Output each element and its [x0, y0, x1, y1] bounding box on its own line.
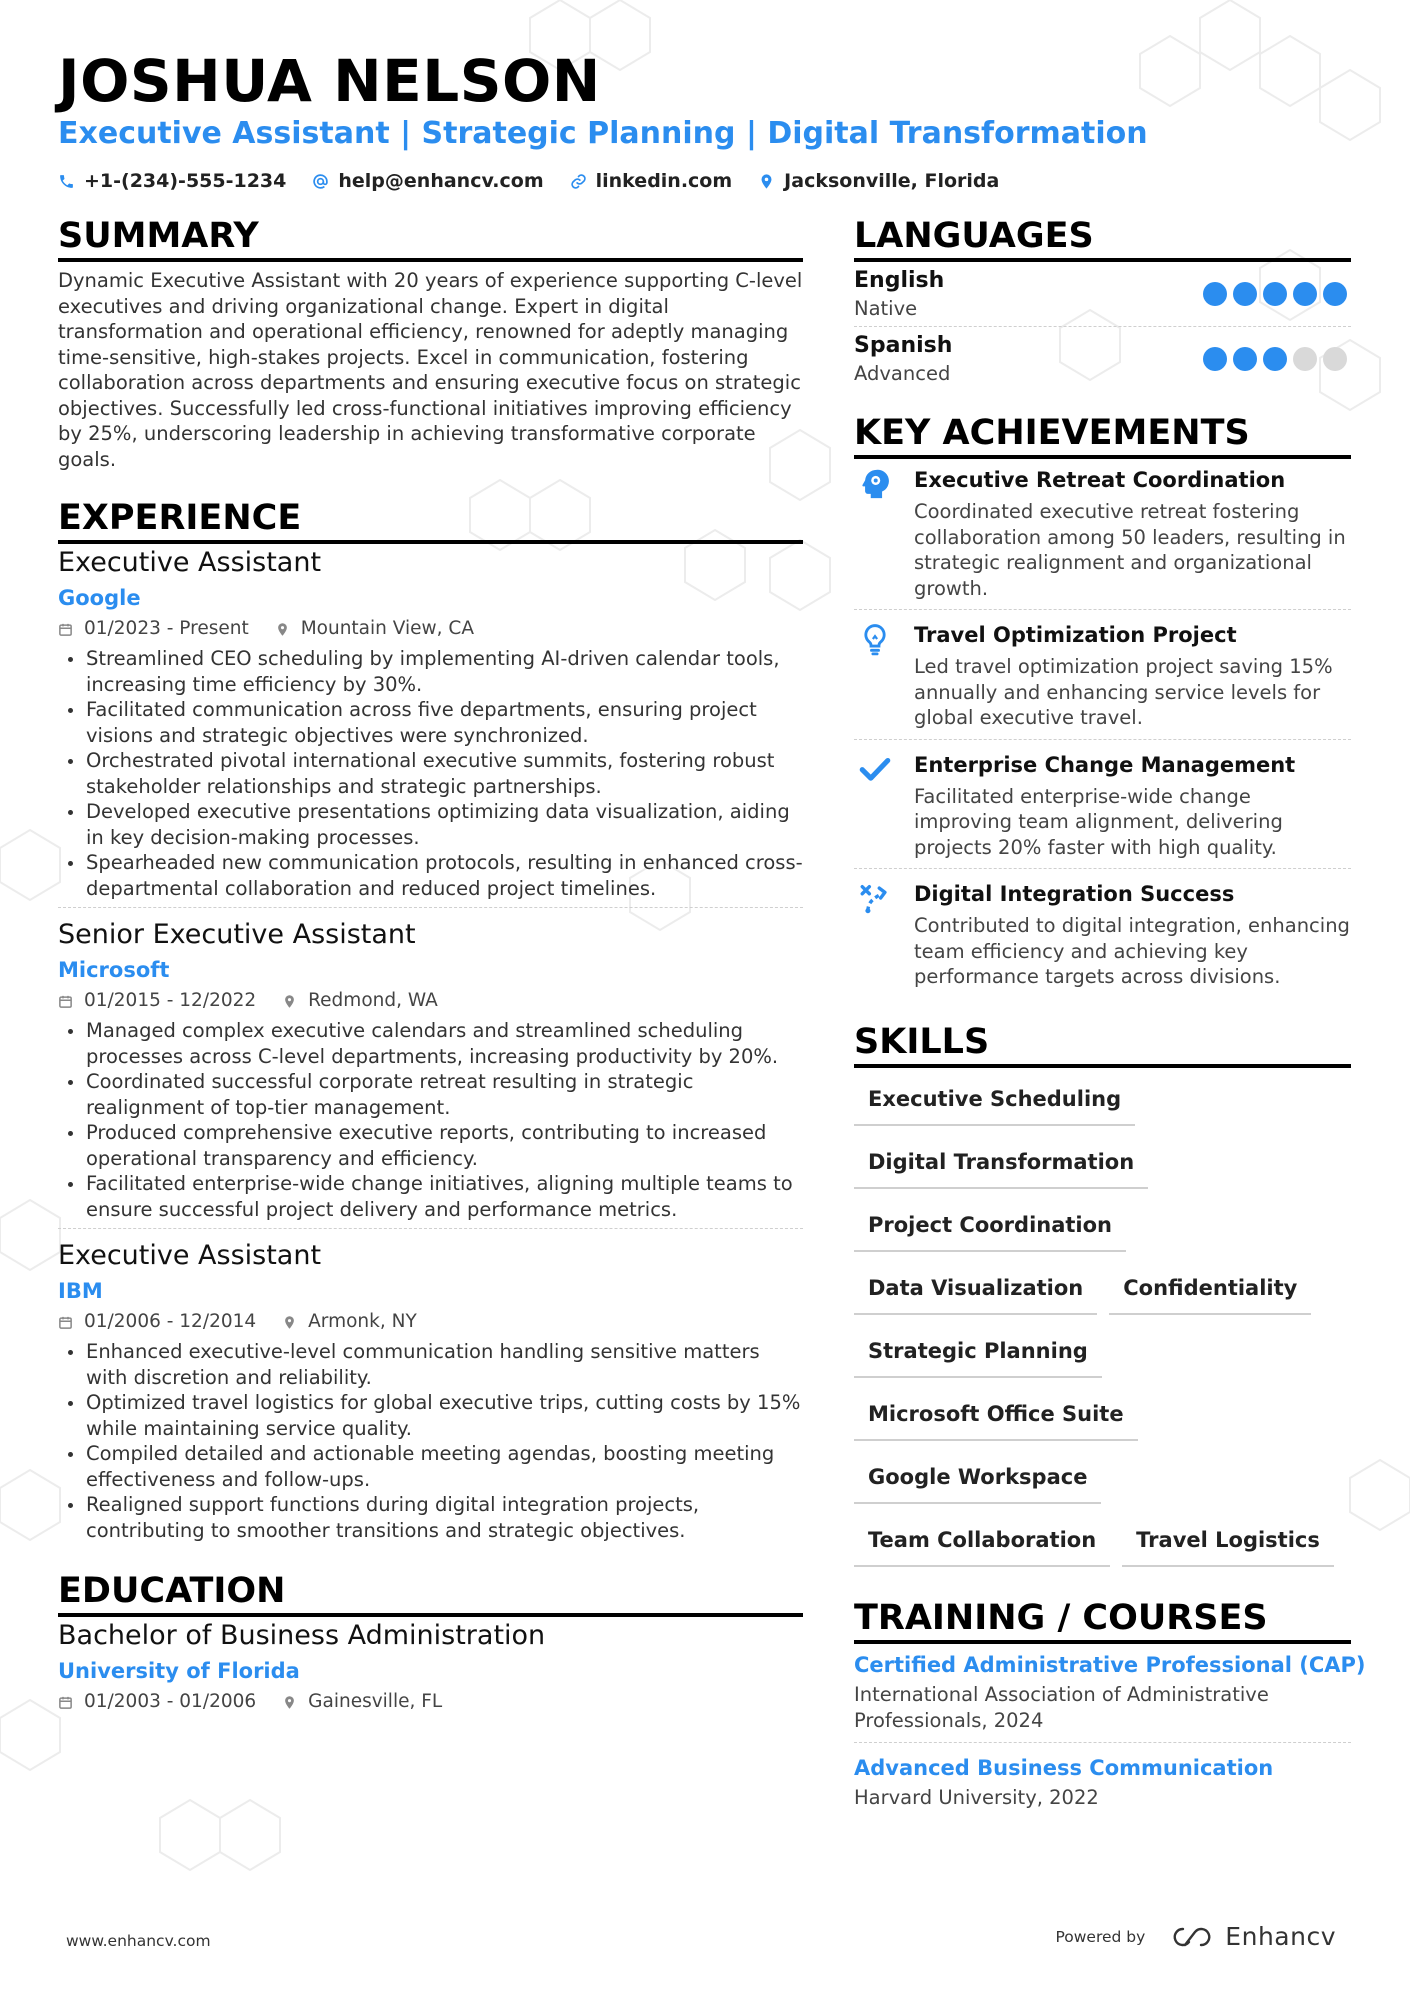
job-location-text: Mountain View, CA — [300, 618, 475, 639]
summary-text: Dynamic Executive Assistant with 20 years of experience supporting C-level executives and driving organizational change. Expert in digital transformation and operational efficiency, renowned for adeptly managing time-sensitive, high-stakes projects. Excel in communication, fostering collaboration across departments and ensuring executive focus on strategic objectives. Successfully led cross-functional initiatives improving efficiency by 25%, underscoring leadership in achieving transformative corporate goals. — [58, 269, 803, 471]
contact-location — [758, 170, 999, 192]
location-icon — [282, 1315, 297, 1330]
education-title: EDUCATION — [58, 1569, 803, 1617]
skill-tag: Data Visualization — [854, 1267, 1097, 1315]
job-dates — [58, 986, 256, 1016]
job-bullet: Facilitated communication across five departments, ensuring project visions and strategic objectives were synchronized. — [58, 697, 803, 748]
job-bullet: Produced comprehensive executive reports, contributing to increased operational transparency and efficiency. — [58, 1120, 803, 1171]
left-column — [58, 214, 803, 1723]
skills-list — [854, 1078, 1354, 1582]
footer-website[interactable]: www.enhancv.com — [66, 1932, 211, 1950]
lightbulb-icon — [858, 622, 892, 656]
language-level: Advanced — [854, 362, 951, 385]
head-icon — [858, 467, 892, 501]
contact-linkedin[interactable] — [570, 170, 733, 192]
contact-phone[interactable] — [58, 170, 286, 192]
achievement-description: Coordinated executive retreat fostering collaboration among 50 leaders, resulting in strategic realignment and organizational growth. — [914, 500, 1346, 600]
achievement-title: Executive Retreat Coordination — [914, 468, 1286, 492]
skills-title: SKILLS — [854, 1020, 1351, 1068]
right-column — [854, 214, 1366, 1819]
rating-dot — [1203, 282, 1227, 306]
calendar-icon — [58, 994, 73, 1009]
skill-tag: Team Collaboration — [854, 1519, 1110, 1567]
job-title: Executive Assistant — [58, 547, 322, 578]
contact-phone-text: +1-(234)-555-1234 — [84, 170, 287, 192]
rating-dot — [1293, 347, 1317, 371]
language-name: Spanish — [854, 333, 953, 358]
calendar-icon — [58, 1315, 73, 1330]
achievement-item — [854, 868, 1351, 998]
job-bullet: Coordinated successful corporate retreat resulting in strategic realignment of top-tier management. — [58, 1069, 803, 1120]
skill-tag: Digital Transformation — [854, 1141, 1148, 1189]
achievements-section — [854, 411, 1351, 998]
education-section — [58, 1569, 803, 1723]
contact-linkedin-text: linkedin.com — [595, 170, 733, 192]
achievement-icon-wrap — [854, 879, 914, 990]
rating-dot — [1203, 347, 1227, 371]
achievement-item — [854, 609, 1351, 739]
education-location — [282, 1687, 442, 1717]
job-bullet: Spearheaded new communication protocols, resulting in enhanced cross-departmental collaboration and reduced project timelines. — [58, 850, 803, 901]
job-bullets — [58, 646, 803, 901]
brand-name: Enhancv — [1225, 1922, 1336, 1951]
rating-dot — [1323, 282, 1347, 306]
skill-tag: Confidentiality — [1109, 1267, 1311, 1315]
skill-tag: Travel Logistics — [1122, 1519, 1334, 1567]
rating-dot — [1293, 282, 1317, 306]
course-item — [854, 1742, 1351, 1819]
achievement-description: Contributed to digital integration, enhancing team efficiency and achieving key performance targets across divisions. — [914, 914, 1350, 988]
school-name: University of Florida — [58, 1659, 300, 1683]
rating-dot — [1263, 282, 1287, 306]
achievements-title: KEY ACHIEVEMENTS — [854, 411, 1351, 459]
job-bullets — [58, 1339, 803, 1543]
job-dates — [58, 614, 249, 644]
experience-title: EXPERIENCE — [58, 496, 803, 544]
training-title: TRAINING / COURSES — [854, 1596, 1351, 1644]
course-title: Advanced Business Communication — [854, 1755, 1274, 1780]
job-title: Executive Assistant — [58, 1240, 322, 1271]
achievement-title: Enterprise Change Management — [914, 752, 1296, 777]
experience-entry — [58, 907, 803, 1228]
course-item — [854, 1644, 1366, 1742]
rating-dot — [1233, 347, 1257, 371]
language-rating — [1203, 282, 1347, 306]
summary-section — [58, 214, 803, 472]
job-location — [275, 614, 474, 644]
job-location — [282, 1307, 417, 1337]
job-bullets — [58, 1018, 803, 1222]
languages-title: LANGUAGES — [854, 214, 1351, 262]
job-meta — [58, 614, 803, 644]
brand-logo[interactable] — [1169, 1922, 1336, 1951]
course-title: Certified Administrative Professional (CAP) — [854, 1652, 1366, 1677]
job-dates-text: 01/2006 - 12/2014 — [84, 1311, 257, 1332]
location-icon — [275, 622, 290, 637]
route-icon — [858, 881, 892, 915]
degree-title: Bachelor of Business Administration — [58, 1620, 546, 1651]
job-bullet: Enhanced executive-level communication handling sensitive matters with discretion and reliability. — [58, 1339, 803, 1390]
education-dates — [58, 1687, 256, 1717]
language-level: Native — [854, 297, 918, 320]
candidate-headline: Executive Assistant | Strategic Planning | Digital Transformation — [58, 116, 1148, 151]
experience-entry — [58, 544, 803, 907]
contact-bar — [58, 167, 1025, 195]
powered-by-label: Powered by — [1055, 1927, 1146, 1946]
job-company: Microsoft — [58, 958, 170, 982]
job-bullet: Managed complex executive calendars and streamlined scheduling processes across C-level departments, increasing productivity by 20%. — [58, 1018, 803, 1069]
job-meta — [58, 1307, 803, 1337]
phone-icon — [58, 173, 75, 190]
achievement-item — [854, 459, 1351, 609]
job-bullet: Facilitated enterprise-wide change initiatives, aligning multiple teams to ensure successful project delivery and performance metrics. — [58, 1171, 803, 1222]
job-bullet: Developed executive presentations optimizing data visualization, aiding in key decision-making processes. — [58, 799, 803, 850]
achievement-description: Facilitated enterprise-wide change improving team alignment, delivering projects 20% faster with high quality. — [914, 784, 1283, 859]
contact-email[interactable] — [312, 170, 543, 192]
footer-branding — [1055, 1922, 1336, 1951]
education-dates-text: 01/2003 - 01/2006 — [84, 1691, 257, 1712]
job-dates-text: 01/2023 - Present — [84, 618, 249, 639]
rating-dot — [1233, 282, 1257, 306]
contact-location-text: Jacksonville, Florida — [784, 170, 1000, 192]
summary-title: SUMMARY — [58, 214, 803, 262]
job-bullet: Optimized travel logistics for global executive trips, cutting costs by 15% while maintaining service quality. — [58, 1390, 803, 1441]
checkmark-icon — [858, 752, 892, 786]
achievement-icon-wrap — [854, 465, 914, 601]
link-icon — [570, 173, 587, 190]
achievement-title: Travel Optimization Project — [914, 623, 1237, 647]
location-icon — [758, 173, 775, 190]
training-section — [854, 1596, 1366, 1819]
skills-section — [854, 1020, 1351, 1582]
job-dates — [58, 1307, 256, 1337]
education-meta — [58, 1687, 803, 1717]
achievement-title: Digital Integration Success — [914, 882, 1235, 906]
job-location-text: Armonk, NY — [308, 1311, 417, 1332]
skill-tag: Executive Scheduling — [854, 1078, 1135, 1126]
rating-dot — [1323, 347, 1347, 371]
languages-section — [854, 214, 1351, 391]
language-rating — [1203, 347, 1347, 371]
contact-email-text: help@enhancv.com — [338, 170, 544, 192]
calendar-icon — [58, 622, 73, 637]
experience-entry — [58, 1228, 803, 1549]
job-bullet: Orchestrated pivotal international executive summits, fostering robust stakeholder relationships and strategic partnerships. — [58, 748, 803, 799]
course-description: Harvard University, 2022 — [854, 1785, 1099, 1809]
job-location-text: Redmond, WA — [308, 990, 438, 1011]
enhancv-logo-icon — [1169, 1925, 1215, 1949]
calendar-icon — [58, 1695, 73, 1710]
achievement-icon-wrap — [854, 750, 914, 861]
job-bullet: Compiled detailed and actionable meeting agendas, boosting meeting effectiveness and follow-ups. — [58, 1441, 803, 1492]
language-item — [854, 326, 1351, 391]
skill-tag: Microsoft Office Suite — [854, 1393, 1138, 1441]
location-icon — [282, 1695, 297, 1710]
skill-tag: Strategic Planning — [854, 1330, 1102, 1378]
skill-tag: Project Coordination — [854, 1204, 1126, 1252]
job-company: IBM — [58, 1279, 103, 1303]
rating-dot — [1263, 347, 1287, 371]
job-company: Google — [58, 586, 141, 610]
language-name: English — [854, 268, 945, 293]
job-dates-text: 01/2015 - 12/2022 — [84, 990, 257, 1011]
job-location — [282, 986, 438, 1016]
education-location-text: Gainesville, FL — [308, 1691, 443, 1712]
job-meta — [58, 986, 803, 1016]
achievement-description: Led travel optimization project saving 15% annually and enhancing service levels for global executive travel. — [914, 655, 1333, 729]
skill-tag: Google Workspace — [854, 1456, 1101, 1504]
experience-section — [58, 496, 803, 1549]
job-bullet: Streamlined CEO scheduling by implementing AI-driven calendar tools, increasing time efficiency by 30%. — [58, 646, 803, 697]
job-bullet: Realigned support functions during digital integration projects, contributing to smoother transitions and strategic objectives. — [58, 1492, 803, 1543]
candidate-name: JOSHUA NELSON — [58, 47, 601, 115]
job-title: Senior Executive Assistant — [58, 919, 416, 950]
at-icon — [312, 173, 329, 190]
location-icon — [282, 994, 297, 1009]
achievement-item — [854, 739, 1351, 869]
achievement-icon-wrap — [854, 620, 914, 731]
education-entry — [58, 1617, 803, 1723]
course-description: International Association of Administrative Professionals, 2024 — [854, 1682, 1269, 1732]
language-item — [854, 262, 1351, 326]
